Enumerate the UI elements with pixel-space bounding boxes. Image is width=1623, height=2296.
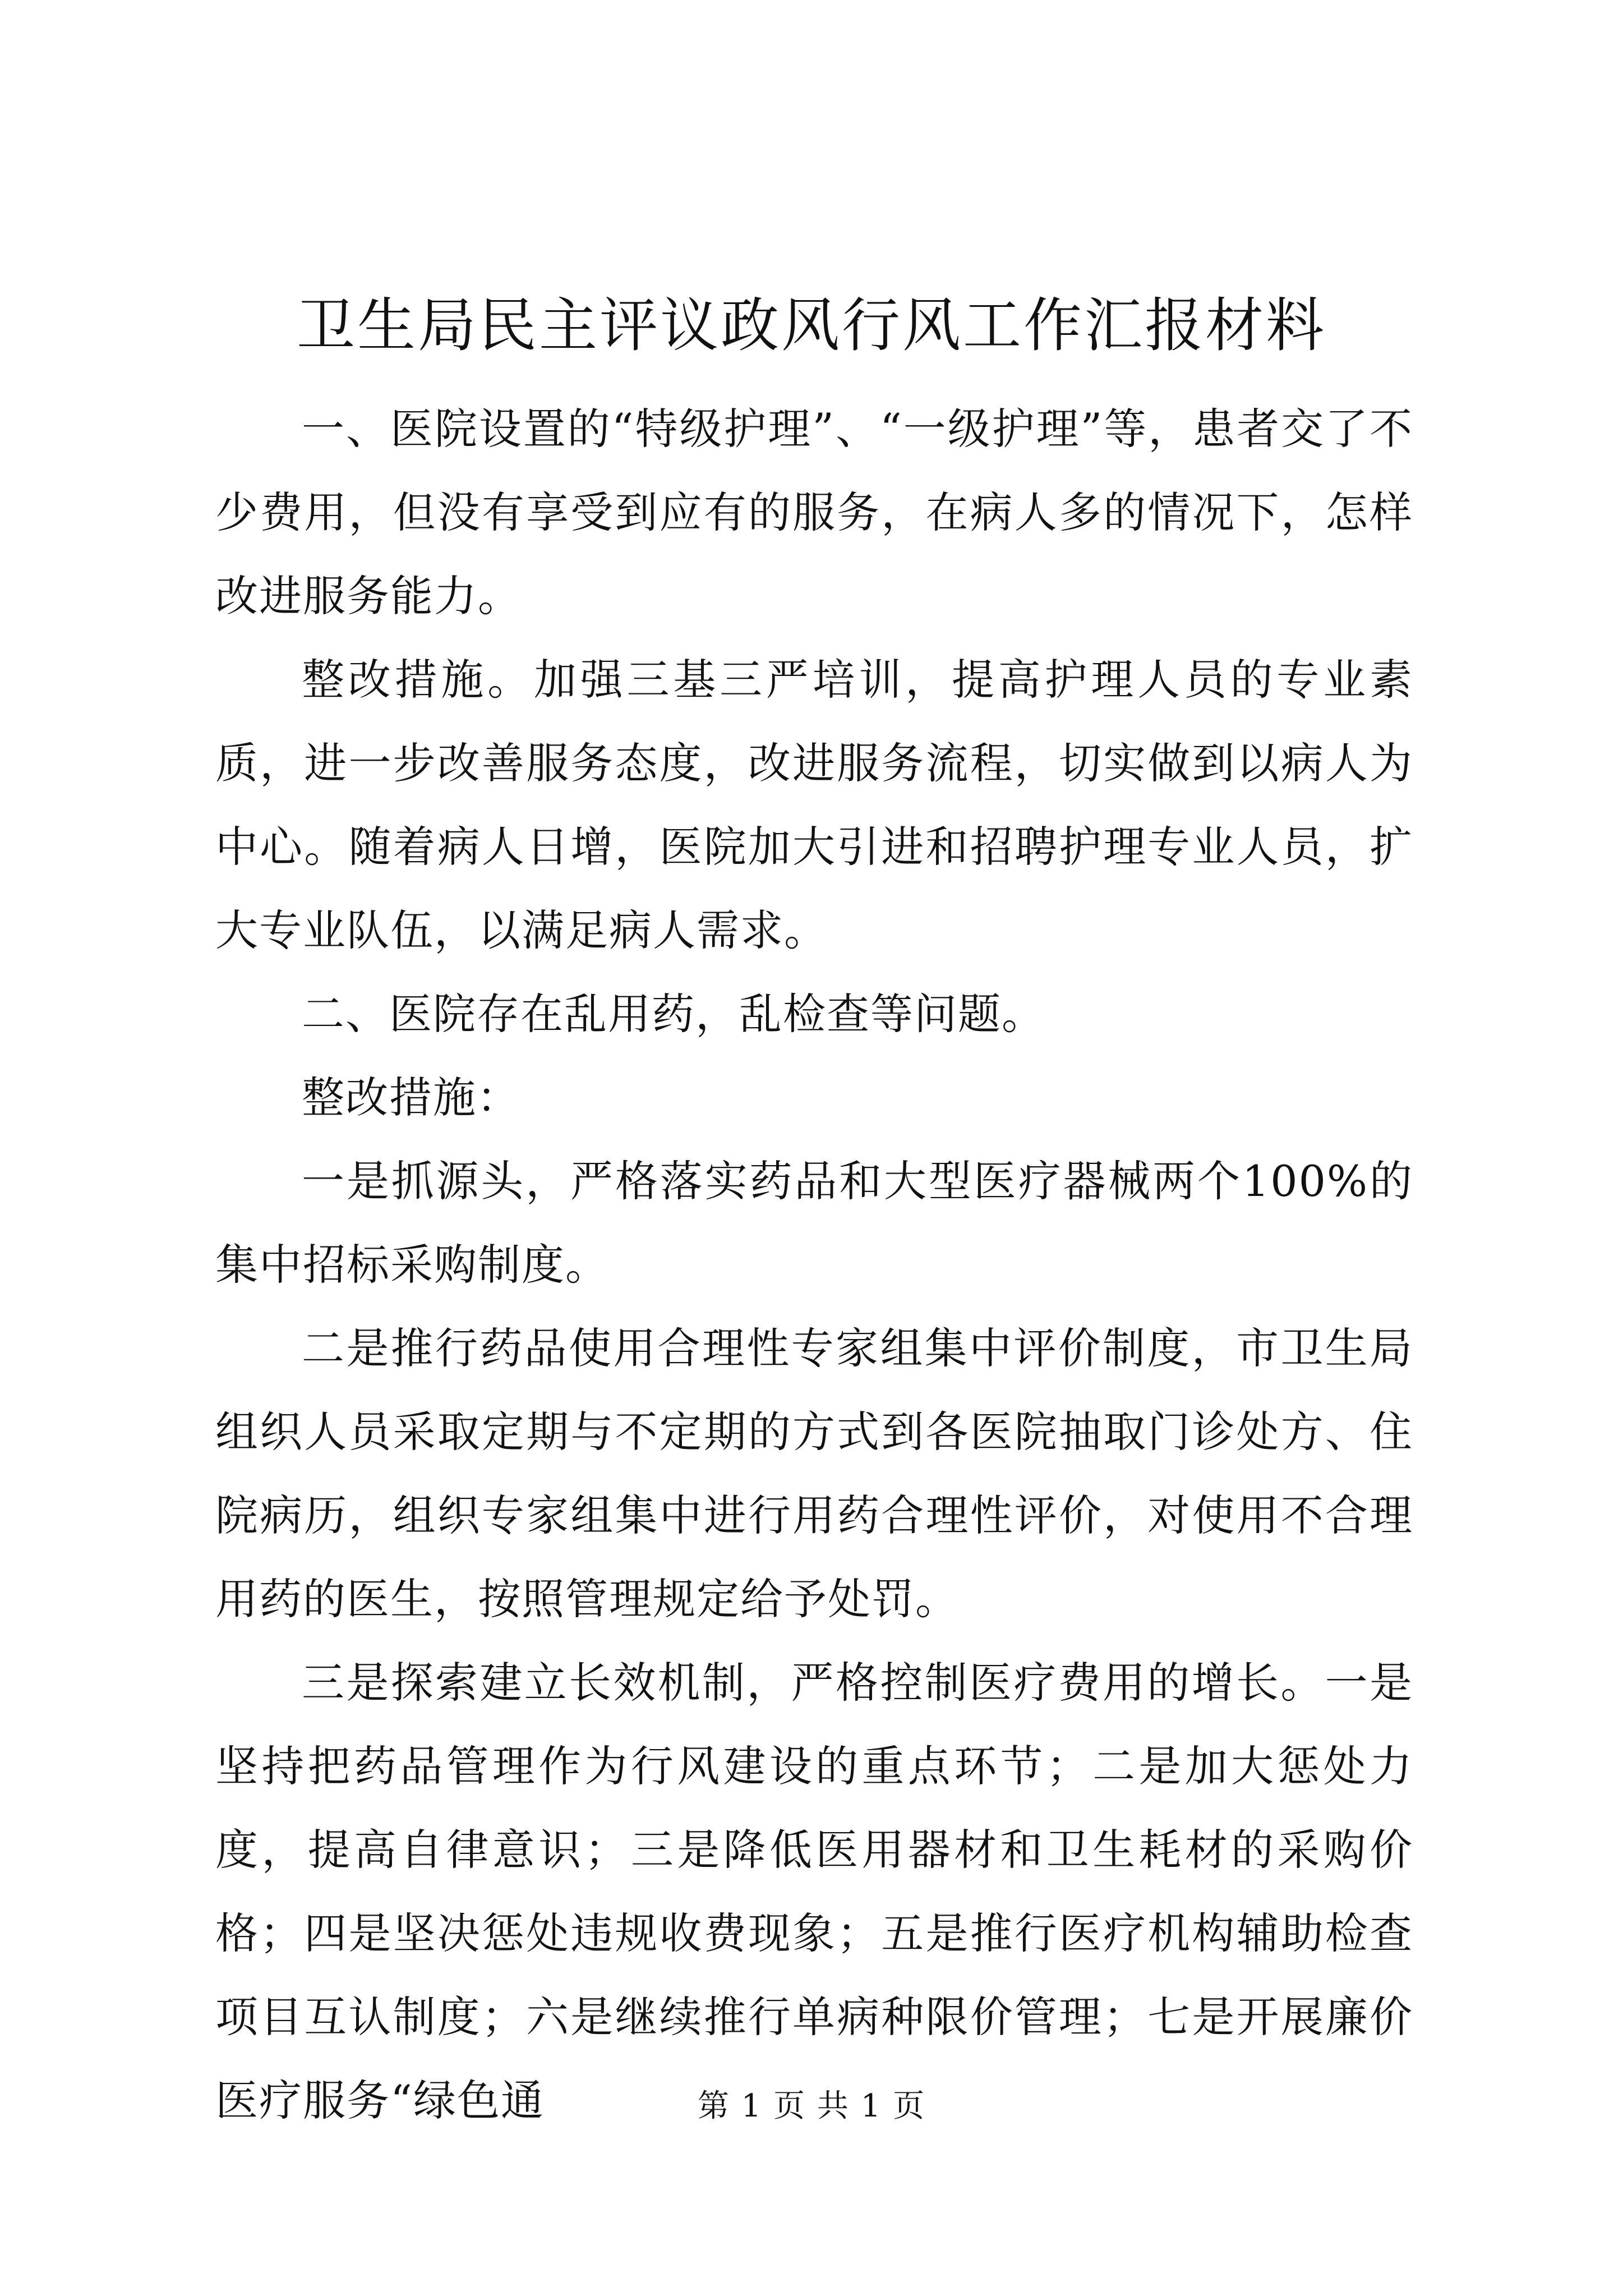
paragraph-issue-2: 二、医院存在乱用药，乱检查等问题。 bbox=[302, 989, 1045, 1039]
paragraph-measure-1: 整改措施。加强三基三严培训，提高护理人员的专业素质，进一步改善服务态度，改进服务流程，切实做到以病人为中心。随着病人日增，医院加大引进和招聘护理专业人员，扩大专业队伍，以满足病人需求。 bbox=[215, 655, 1413, 955]
paragraph-measure-2-heading: 整改措施： bbox=[302, 1073, 520, 1122]
paragraph-measure-2-item-3: 三是探索建立长效机制，严格控制医疗费用的增长。一是坚持把药品管理作为行风建设的重点环节；二是加大惩处力度，提高自律意识；三是降低医用器材和卫生耗材的采购价格；四是坚决惩处违规收费现象；五是推行医疗机构辅助检查项目互认制度；六是继续推行单病种限价管理；七是开展廉价医疗服务“绿色通 bbox=[215, 1658, 1413, 2125]
paragraph-measure-2-item-1: 一是抓源头，严格落实药品和大型医疗器械两个100%的集中招标采购制度。 bbox=[215, 1156, 1413, 1290]
paragraph-issue-1: 一、医院设置的“特级护理”、“一级护理”等，患者交了不少费用，但没有享受到应有的服务，在病人多的情况下，怎样改进服务能力。 bbox=[215, 404, 1413, 621]
document-title: 卫生局民主评议政风行风工作汇报材料 bbox=[296, 291, 1326, 360]
document-body bbox=[215, 387, 1413, 2142]
page-footer: 第 1 页 共 1 页 bbox=[697, 2088, 926, 2124]
paragraph-measure-2-item-2: 二是推行药品使用合理性专家组集中评价制度，市卫生局组织人员采取定期与不定期的方式到各医院抽取门诊处方、住院病历，组织专家组集中进行用药合理性评价，对使用不合理用药的医生，按照管理规定给予处罚。 bbox=[215, 1323, 1413, 1624]
